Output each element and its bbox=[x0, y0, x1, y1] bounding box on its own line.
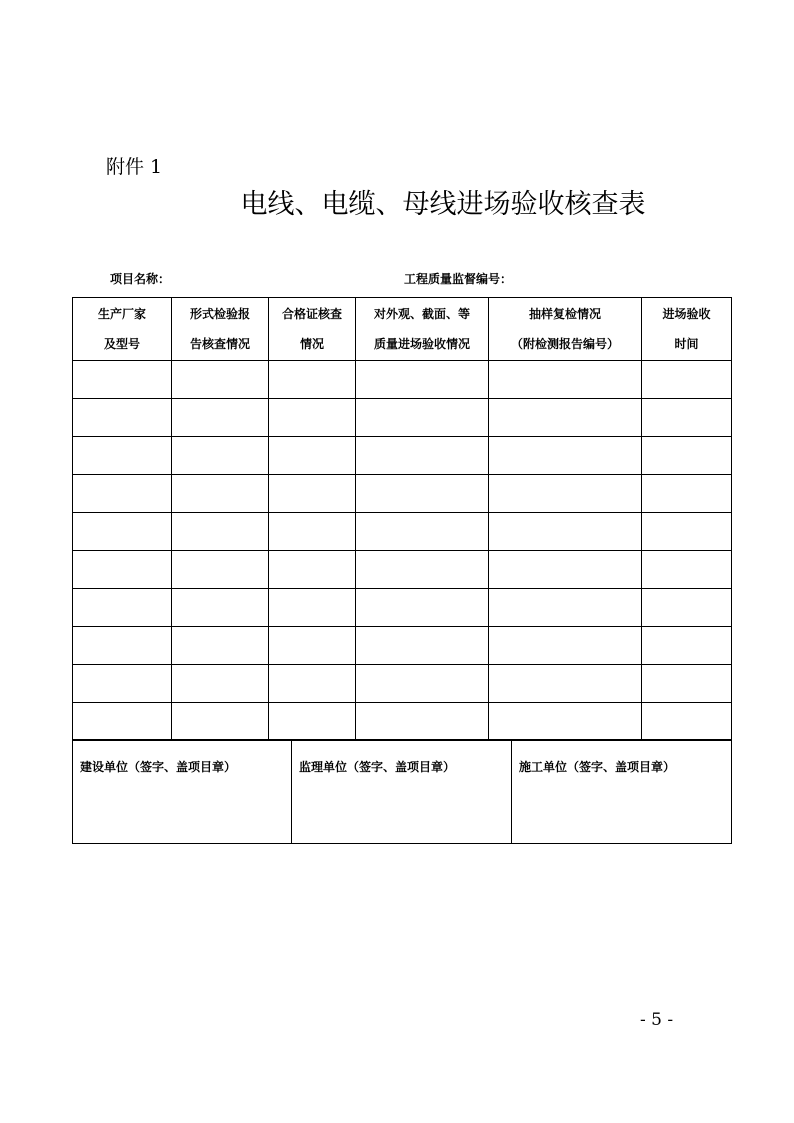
table-cell[interactable] bbox=[172, 665, 269, 703]
table-cell[interactable] bbox=[73, 551, 172, 589]
project-name-label: 项目名称： bbox=[110, 272, 171, 286]
table-cell[interactable] bbox=[172, 475, 269, 513]
table-row bbox=[73, 437, 732, 475]
construction-unit-label: 建设单位（签字、盖项目章） bbox=[80, 760, 237, 774]
table-cell[interactable] bbox=[269, 703, 356, 741]
column-header-line: 质量进场验收情况 bbox=[373, 337, 470, 351]
table-cell[interactable] bbox=[172, 399, 269, 437]
column-header-sampling bbox=[489, 298, 642, 361]
table-cell[interactable] bbox=[642, 361, 732, 399]
table-cell[interactable] bbox=[73, 513, 172, 551]
column-header-certificate bbox=[269, 298, 356, 361]
page-number: - 5 - bbox=[640, 1010, 674, 1030]
column-header-line: 及型号 bbox=[103, 337, 140, 351]
table-row bbox=[73, 589, 732, 627]
table-cell[interactable] bbox=[269, 513, 356, 551]
table-cell[interactable] bbox=[269, 589, 356, 627]
table-cell[interactable] bbox=[356, 475, 489, 513]
inspection-table bbox=[72, 297, 732, 741]
table-cell[interactable] bbox=[642, 551, 732, 589]
table-row bbox=[73, 361, 732, 399]
table-cell[interactable] bbox=[269, 399, 356, 437]
table-row bbox=[73, 399, 732, 437]
table-cell[interactable] bbox=[172, 703, 269, 741]
column-header-line: 进场验收 bbox=[662, 307, 711, 321]
contractor-unit-signature[interactable] bbox=[512, 740, 732, 844]
table-cell[interactable] bbox=[356, 437, 489, 475]
signature-row bbox=[73, 740, 732, 844]
supervision-number-label: 工程质量监督编号： bbox=[404, 272, 513, 286]
table-header-row bbox=[73, 298, 732, 361]
table-cell[interactable] bbox=[642, 703, 732, 741]
column-header-line: （附检测报告编号） bbox=[510, 337, 619, 351]
table-cell[interactable] bbox=[356, 361, 489, 399]
table-cell[interactable] bbox=[642, 475, 732, 513]
table-cell[interactable] bbox=[73, 703, 172, 741]
column-header-type-inspection bbox=[172, 298, 269, 361]
table-row bbox=[73, 551, 732, 589]
table-cell[interactable] bbox=[73, 627, 172, 665]
table-cell[interactable] bbox=[73, 665, 172, 703]
table-cell[interactable] bbox=[269, 361, 356, 399]
table-row bbox=[73, 665, 732, 703]
supervision-unit-label: 监理单位（签字、盖项目章） bbox=[299, 760, 456, 774]
table-cell[interactable] bbox=[489, 437, 642, 475]
table-cell[interactable] bbox=[489, 475, 642, 513]
table-cell[interactable] bbox=[269, 627, 356, 665]
column-header-line: 对外观、截面、等 bbox=[373, 307, 470, 321]
table-cell[interactable] bbox=[172, 589, 269, 627]
table-cell[interactable] bbox=[489, 703, 642, 741]
table-cell[interactable] bbox=[489, 513, 642, 551]
table-cell[interactable] bbox=[73, 399, 172, 437]
column-header-line: 告核查情况 bbox=[189, 337, 250, 351]
attachment-label: 附件 1 bbox=[106, 156, 163, 178]
table-cell[interactable] bbox=[269, 665, 356, 703]
construction-unit-signature[interactable] bbox=[73, 740, 292, 844]
table-cell[interactable] bbox=[269, 475, 356, 513]
table-cell[interactable] bbox=[269, 551, 356, 589]
column-header-line: 生产厂家 bbox=[97, 307, 146, 321]
table-cell[interactable] bbox=[73, 589, 172, 627]
table-cell[interactable] bbox=[489, 551, 642, 589]
column-header-manufacturer bbox=[73, 298, 172, 361]
table-cell[interactable] bbox=[642, 627, 732, 665]
table-cell[interactable] bbox=[356, 589, 489, 627]
table-cell[interactable] bbox=[489, 399, 642, 437]
table-row bbox=[73, 703, 732, 741]
table-cell[interactable] bbox=[172, 551, 269, 589]
table-cell[interactable] bbox=[73, 437, 172, 475]
column-header-line: 时间 bbox=[674, 337, 699, 351]
table-cell[interactable] bbox=[356, 399, 489, 437]
table-cell[interactable] bbox=[642, 513, 732, 551]
table-cell[interactable] bbox=[489, 665, 642, 703]
table-cell[interactable] bbox=[172, 437, 269, 475]
table-cell[interactable] bbox=[73, 475, 172, 513]
table-cell[interactable] bbox=[356, 513, 489, 551]
table-cell[interactable] bbox=[269, 437, 356, 475]
table-row bbox=[73, 475, 732, 513]
table-cell[interactable] bbox=[489, 361, 642, 399]
table-cell[interactable] bbox=[642, 665, 732, 703]
table-row bbox=[73, 627, 732, 665]
table-cell[interactable] bbox=[172, 513, 269, 551]
table-cell[interactable] bbox=[356, 627, 489, 665]
column-header-line: 形式检验报 bbox=[189, 307, 250, 321]
signature-table bbox=[72, 739, 732, 844]
table-cell[interactable] bbox=[73, 361, 172, 399]
table-cell[interactable] bbox=[642, 399, 732, 437]
table-cell[interactable] bbox=[172, 627, 269, 665]
supervision-unit-signature[interactable] bbox=[292, 740, 512, 844]
table-row bbox=[73, 513, 732, 551]
column-header-acceptance-time bbox=[642, 298, 732, 361]
table-cell[interactable] bbox=[356, 703, 489, 741]
page-title: 电线、电缆、母线进场验收核查表 bbox=[240, 189, 646, 220]
table-cell[interactable] bbox=[356, 551, 489, 589]
table-cell[interactable] bbox=[642, 589, 732, 627]
column-header-line: 抽样复检情况 bbox=[528, 307, 601, 321]
table-cell[interactable] bbox=[489, 589, 642, 627]
table-cell[interactable] bbox=[356, 665, 489, 703]
table-cell[interactable] bbox=[489, 627, 642, 665]
column-header-line: 合格证核查 bbox=[281, 307, 342, 321]
column-header-appearance bbox=[356, 298, 489, 361]
table-cell[interactable] bbox=[642, 437, 732, 475]
contractor-unit-label: 施工单位（签字、盖项目章） bbox=[519, 760, 676, 774]
table-cell[interactable] bbox=[172, 361, 269, 399]
column-header-line: 情况 bbox=[299, 337, 324, 351]
